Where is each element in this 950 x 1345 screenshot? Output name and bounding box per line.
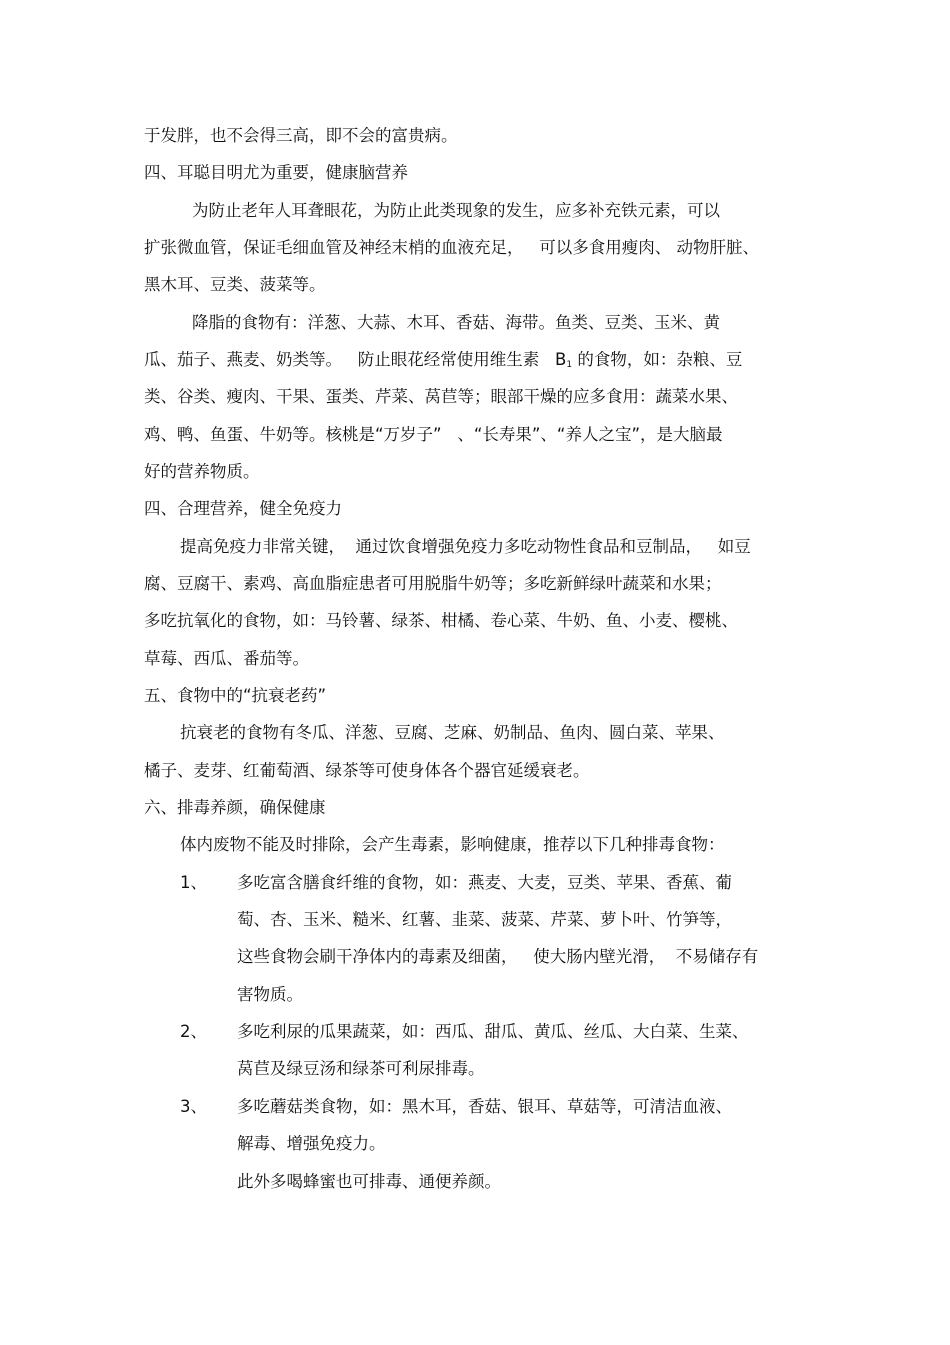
list-item-text: 害物质。 (237, 985, 303, 1004)
list-item-text: 解毒、增强免疫力。 (237, 1134, 386, 1153)
text-line: 好的营养物质。 (144, 462, 260, 481)
text-line: 腐、豆腐干、素鸡、高血脂症患者可用脱脂牛奶等；多吃新鲜绿叶蔬菜和水果； (144, 574, 722, 593)
list-item-text: 多吃蘑菇类食物，如：黑木耳，香菇、银耳、草菇等，可清洁血液、 (237, 1097, 732, 1116)
list-item-text: 这些食物会刷干净体内的毒素及细菌， 使大肠内壁光滑， 不易储存有 (237, 947, 759, 966)
text-line (144, 350, 742, 375)
text-line: 抗衰老的食物有冬瓜、洋葱、豆腐、芝麻、奶制品、鱼肉、圆白菜、苹果、 (180, 723, 725, 742)
text-line: 黑木耳、豆类、菠菜等。 (144, 275, 326, 294)
text-line: 草莓、西瓜、番茄等。 (144, 649, 309, 668)
section-heading: 四、耳聪目明尤为重要，健康脑营养 (144, 163, 408, 182)
list-item-text: 莴苣及绿豆汤和绿茶可利尿排毒。 (237, 1059, 485, 1078)
text-line: 类、谷类、瘦肉、干果、蛋类、芹菜、莴苣等；眼部干燥的应多食用：蔬菜水果、 (144, 387, 738, 406)
text-segment: 的食物，如：杂粮、豆 (577, 350, 743, 369)
list-number: 3、 (180, 1097, 207, 1116)
text-segment: 瓜、茄子、燕麦、奶类等。 防止眼花经常使用维生素 (144, 350, 540, 369)
list-item-text: 多吃富含膳食纤维的食物，如：燕麦、大麦，豆类、苹果、香蕉、葡 (237, 873, 732, 892)
text-line: 为防止老年人耳聋眼花，为防止此类现象的发生，应多补充铁元素，可以 (192, 201, 720, 220)
list-number: 2、 (180, 1022, 207, 1041)
list-item-text: 多吃利尿的瓜果蔬菜，如：西瓜、甜瓜、黄瓜、丝瓜、大白菜、生菜、 (237, 1022, 749, 1041)
text-line: 降脂的食物有：洋葱、大蒜、木耳、香菇、海带。鱼类、豆类、玉米、黄 (192, 313, 720, 332)
text-line: 于发胖，也不会得三高，即不会的富贵病。 (144, 126, 458, 145)
section-heading: 五、食物中的“抗衰老药” (144, 686, 327, 705)
list-item-text: 萄、杏、玉米、糙米、红薯、韭菜、菠菜、芹菜、萝卜叶、竹笋等， (237, 910, 732, 929)
text-line: 鸡、鸭、鱼蛋、牛奶等。核桃是“万岁子” 、“长寿果”、“养人之宝”，是大脑最 (144, 425, 723, 444)
text-line: 提高免疫力非常关键， 通过饮食增强免疫力多吃动物性食品和豆制品， 如豆 (180, 537, 751, 556)
list-number: 1、 (180, 873, 207, 892)
text-line: 体内废物不能及时排除，会产生毒素，影响健康，推荐以下几种排毒食物： (180, 835, 725, 854)
text-line: 橘子、麦芽、红葡萄酒、绿茶等可使身体各个器官延缓衰老。 (144, 761, 590, 780)
text-line: 扩张微血管，保证毛细血管及神经末梢的血液充足， 可以多食用瘦肉、 动物肝脏、 (144, 238, 759, 257)
section-heading: 六、排毒养颜，确保健康 (144, 798, 326, 817)
vitamin-label: $B_1$ (555, 350, 573, 370)
section-heading: 四、合理营养，健全免疫力 (144, 499, 342, 518)
text-line: 此外多喝蜂蜜也可排毒、通便养颜。 (237, 1172, 501, 1191)
text-line: 多吃抗氧化的食物，如：马铃薯、绿茶、柑橘、卷心菜、牛奶、鱼、小麦、樱桃、 (144, 611, 738, 630)
